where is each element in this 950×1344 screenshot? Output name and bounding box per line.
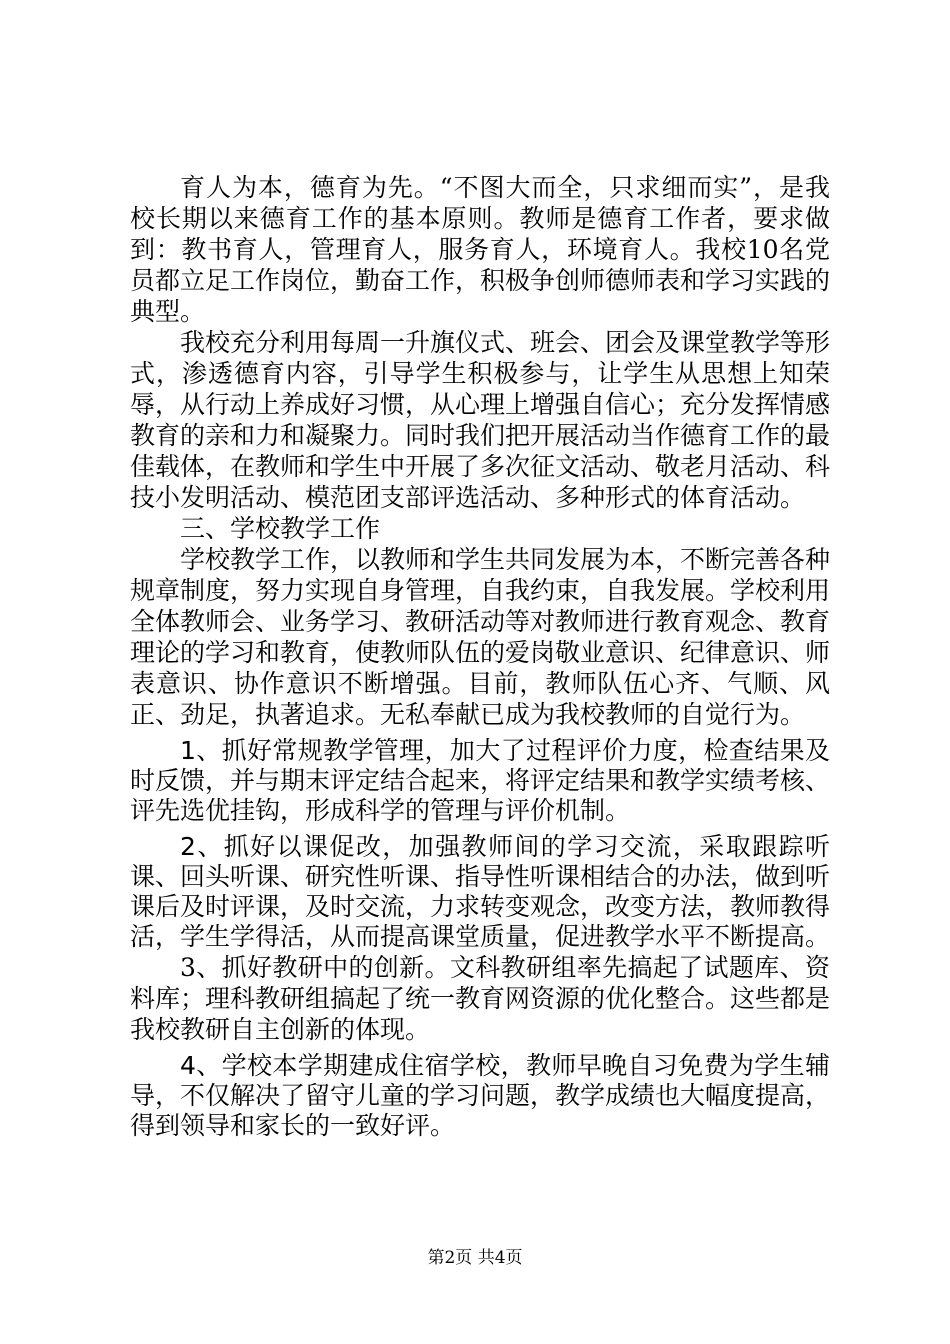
paragraph-moral-education-activities: 我校充分利用每周一升旗仪式、班会、团会及课堂教学等形式，渗透德育内容，引导学生积极参与，让学生从思想上知荣辱，从行动上养成好习惯，从心理上增强自信心；充分发挥情感教育的亲和力和凝聚力。同时我们把开展活动当作德育工作的最佳载体，在教师和学生中开展了多次征文活动、敬老月活动、科技小发明活动、模范团支部评选活动、多种形式的体育活动。 — [130, 328, 831, 512]
list-item-routine-management: 1、抓好常规教学管理，加大了过程评价力度，检查结果及时反馈，并与期末评定结合起来，将评定结果和教学实绩考核、评先选优挂钩，形成科学的管理与评价机制。 — [130, 736, 831, 825]
section-heading-teaching-work: 三、学校教学工作 — [180, 514, 381, 543]
list-item-lesson-observation: 2、抓好以课促改，加强教师间的学习交流，采取跟踪听课、回头听课、研究性听课、指导性听课相结合的办法，做到听课后及时评课，及时交流，力求转变观念，改变方法，教师教得活，学生学得活，从而提高课堂质量，促进教学水平不断提高。 — [130, 832, 831, 951]
document-body — [130, 172, 830, 1141]
page-number-footer: 第2页 共4页 — [427, 1248, 523, 1268]
paragraph-teaching-overview: 学校教学工作，以教师和学生共同发展为本，不断完善各种规章制度，努力实现自身管理，自我约束，自我发展。学校利用全体教师会、业务学习、教研活动等对教师进行教育观念、教育理论的学习和教育，使教师队伍的爱岗敬业意识、纪律意识、师表意识、协作意识不断增强。目前，教师队伍心齐、气顺、风正、劲足，执著追求。无私奉献已成为我校教师的自觉行为。 — [130, 545, 831, 729]
list-item-teaching-research-innovation: 3、抓好教研中的创新。文科教研组率先搞起了试题库、资料库；理科教研组搞起了统一教育网资源的优化整合。这些都是我校教研自主创新的体现。 — [130, 953, 831, 1044]
paragraph-moral-education-principle: 育人为本，德育为先。“不图大而全，只求细而实”，是我校长期以来德育工作的基本原则。教师是德育工作者，要求做到：教书育人，管理育人，服务育人，环境育人。我校10名党员都立足工作岗位，勤奋工作，积极争创师德师表和学习实践的典型。 — [130, 173, 831, 326]
list-item-boarding-school: 4、学校本学期建成住宿学校，教师早晚自习免费为学生辅导，不仅解决了留守儿童的学习问题，教学成绩也大幅度提高，得到领导和家长的一致好评。 — [130, 1051, 831, 1140]
